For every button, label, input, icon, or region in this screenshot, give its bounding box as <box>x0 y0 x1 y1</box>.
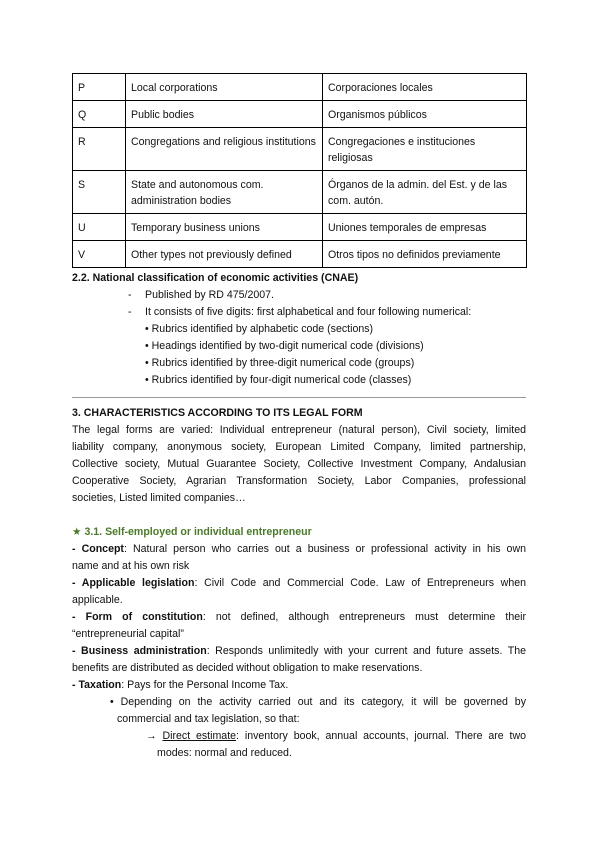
administration-label: - Business administration <box>72 645 207 657</box>
list-dash: - <box>128 289 132 301</box>
sub-list-item: • Rubrics identified by alphabetic code (sections) <box>145 323 374 335</box>
paragraph-line: Cooperative Society, Agrarian Transformation Society, Labor Companies, professional <box>72 475 526 487</box>
section-3-1-title: 3.1. Self-employed or individual entrepreneur <box>84 526 312 538</box>
english-cell: Temporary business unions <box>126 214 323 241</box>
spanish-cell: Congregaciones e instituciones religiosas <box>323 128 527 171</box>
paragraph-line: Collective society, Mutual Guarantee Society, Collective Investment Company, Andalusian <box>72 458 526 470</box>
english-cell: State and autonomous com. administration bodies <box>126 171 323 214</box>
legislation-text: applicable. <box>72 594 123 606</box>
spanish-cell: Corporaciones locales <box>323 74 527 101</box>
constitution-label: - Form of constitution <box>72 611 203 623</box>
star-icon: ★ <box>72 526 82 538</box>
concept-text: : Natural person who carries out a business or professional activity in his own <box>123 543 526 555</box>
code-cell: Q <box>73 101 126 128</box>
section-3-1-heading <box>72 524 312 541</box>
list-item: Published by RD 475/2007. <box>145 289 274 301</box>
constitution-paragraph <box>72 609 526 643</box>
code-cell: S <box>73 171 126 214</box>
spanish-cell: Organismos públicos <box>323 101 527 128</box>
administration-text: : Responds unlimitedly with your current and future assets. The <box>206 645 526 657</box>
taxation-detail-line: commercial and tax legislation, so that: <box>117 713 300 725</box>
table-row <box>73 171 527 214</box>
list-item: It consists of five digits: first alphabetical and four following numerical: <box>145 306 472 318</box>
taxation-detail-line: • Depending on the activity carried out and its category, it will be governed by <box>110 696 526 708</box>
legal-forms-paragraph <box>72 422 526 507</box>
sub-list-item: • Rubrics identified by four-digit numerical code (classes) <box>145 374 412 386</box>
table-row <box>73 74 527 101</box>
taxation-paragraph <box>72 677 288 694</box>
taxation-detail <box>110 694 526 728</box>
concept-text: name and at his own risk <box>72 560 190 572</box>
spanish-cell: Otros tipos no definidos previamente <box>323 241 527 268</box>
sub-list-item: • Rubrics identified by three-digit numerical code (groups) <box>145 357 415 369</box>
arrow-right-icon: → <box>146 730 157 742</box>
administration-paragraph <box>72 643 526 677</box>
english-cell: Local corporations <box>126 74 323 101</box>
legislation-label: - Applicable legislation <box>72 577 195 589</box>
english-cell: Congregations and religious institutions <box>126 128 323 171</box>
sub-list-item: • Headings identified by two-digit numerical code (divisions) <box>145 340 424 352</box>
paragraph-line: societies, Listed limited companies… <box>72 492 246 504</box>
code-cell: R <box>73 128 126 171</box>
section-3-heading: 3. CHARACTERISTICS ACCORDING TO ITS LEGAL FORM <box>72 407 363 419</box>
concept-label: - Concept <box>72 543 124 555</box>
list-dash: - <box>128 306 132 318</box>
code-cell: P <box>73 74 126 101</box>
administration-text: benefits are distributed as decided without obligation to make reservations. <box>72 662 423 674</box>
spanish-cell: Uniones temporales de empresas <box>323 214 527 241</box>
english-cell: Other types not previously defined <box>126 241 323 268</box>
taxation-text: : Pays for the Personal Income Tax. <box>121 679 289 691</box>
direct-estimate-text: modes: normal and reduced. <box>157 747 292 759</box>
direct-estimate-label: Direct estimate <box>162 730 237 742</box>
table-row <box>73 101 527 128</box>
constitution-text: “entrepreneurial capital” <box>72 628 184 640</box>
taxation-label: - Taxation <box>72 679 122 691</box>
horizontal-divider <box>72 397 526 398</box>
constitution-text: : not defined, although entrepreneurs must determine their <box>202 611 527 623</box>
table-row <box>73 241 527 268</box>
legislation-paragraph <box>72 575 526 609</box>
code-cell: U <box>73 214 126 241</box>
spanish-cell: Órganos de la admin. del Est. y de las com. autón. <box>323 171 527 214</box>
legislation-text: : Civil Code and Commercial Code. Law of Entrepreneurs when <box>194 577 526 589</box>
direct-estimate-item <box>146 728 526 762</box>
paragraph-line: The legal forms are varied: Individual entrepreneur (natural person), Civil society, limited <box>72 424 526 436</box>
direct-estimate-text: : inventory book, annual accounts, journal. There are two <box>236 730 526 742</box>
table-row <box>73 128 527 171</box>
paragraph-line: liability company, anonymous society, European Limited Company, limited partnership, <box>72 441 526 453</box>
table-row <box>73 214 527 241</box>
concept-paragraph <box>72 541 526 575</box>
legal-entity-code-table <box>72 73 527 268</box>
section-2-2-heading: 2.2. National classification of economic activities (CNAE) <box>72 272 359 284</box>
english-cell: Public bodies <box>126 101 323 128</box>
code-cell: V <box>73 241 126 268</box>
